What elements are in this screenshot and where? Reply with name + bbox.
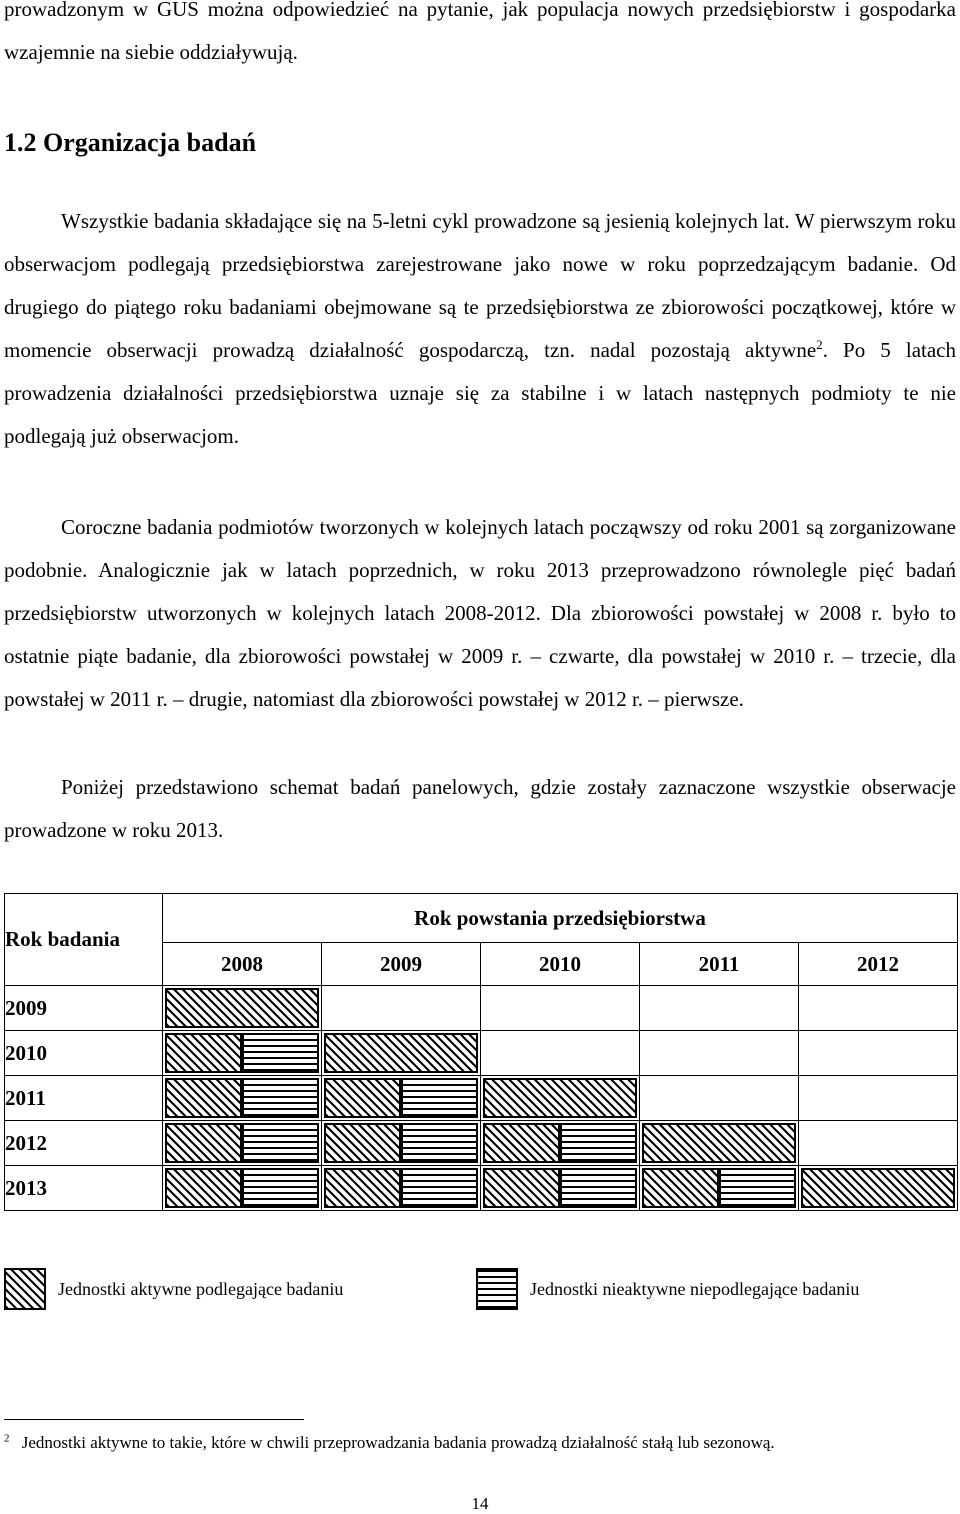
mixed-block: [483, 1123, 637, 1163]
schema-cell: [799, 1166, 958, 1211]
inactive-part: [560, 1168, 637, 1208]
column-year: 2011: [640, 943, 799, 986]
inactive-part: [242, 1168, 319, 1208]
schema-cell: [481, 1166, 640, 1211]
schema-cell: [481, 1031, 640, 1076]
table-row: [5, 1121, 958, 1166]
active-part: [165, 1168, 242, 1208]
schema-cell: [481, 986, 640, 1031]
table-row: [5, 1076, 958, 1121]
active-part: [165, 1123, 242, 1163]
inactive-part: [242, 1078, 319, 1118]
active-part: [324, 1123, 401, 1163]
intro-paragraph: prowadzonym w GUS można odpowiedzieć na pytanie, jak populacja nowych przedsiębiorstw i gospodarka wzajemnie na siebie oddziaływują.: [4, 0, 956, 64]
inactive-part: [560, 1123, 637, 1163]
schema-cell: [163, 1031, 322, 1076]
legend-active: [4, 1268, 343, 1310]
row-year: 2010: [5, 1031, 163, 1076]
inactive-part: [719, 1168, 796, 1208]
mixed-block: [165, 1168, 319, 1208]
footnote-separator: [4, 1419, 304, 1420]
active-part: [324, 1078, 401, 1118]
active-pattern-swatch: [4, 1268, 46, 1310]
row-header: Rok badania: [5, 894, 163, 986]
schema-cell: [481, 1076, 640, 1121]
active-block: [801, 1168, 955, 1208]
schema-cell: [640, 1076, 799, 1121]
schema-cell: [640, 1121, 799, 1166]
mixed-block: [324, 1078, 478, 1118]
inactive-part: [242, 1123, 319, 1163]
active-part: [324, 1168, 401, 1208]
schema-cell: [640, 1166, 799, 1211]
row-year: 2011: [5, 1076, 163, 1121]
schema-cell: [799, 1076, 958, 1121]
active-part: [165, 1078, 242, 1118]
mixed-block: [165, 1078, 319, 1118]
inactive-part: [401, 1123, 478, 1163]
legend-active-label: Jednostki aktywne podlegające badaniu: [58, 1278, 344, 1299]
table-row: [5, 1166, 958, 1211]
schema-cell: [322, 1076, 481, 1121]
mixed-block: [324, 1123, 478, 1163]
row-year: 2012: [5, 1121, 163, 1166]
schema-cell: [163, 1076, 322, 1121]
schema-cell: [163, 1166, 322, 1211]
paragraph-organization: [4, 200, 956, 458]
paragraph-annual-surveys: Coroczne badania podmiotów tworzonych w kolejnych latach począwszy od roku 2001 są zorganizowane podobnie. Analogicznie jak w latach poprzednich, w roku 2013 przeprowadzono równolegle pięć badań przedsiębiorstw utworzonych w kolejnych latach 2008-2012. Dla zbiorowości powstałej w 2008 r. było to ostatnie piąte badanie, dla zbiorowości powstałej w 2009 r. – czwarte, dla powstałej w 2010 r. – trzecie, dla powstałej w 2011 r. – drugie, natomiast dla zbiorowości powstałej w 2012 r. – pierwsze.: [4, 515, 956, 711]
inactive-part: [401, 1168, 478, 1208]
panel-schema-table: [4, 893, 958, 1211]
legend-inactive-label: Jednostki nieaktywne niepodlegające badaniu: [530, 1278, 860, 1299]
column-header: Rok powstania przedsiębiorstwa: [163, 894, 958, 943]
mixed-block: [483, 1168, 637, 1208]
active-block: [324, 1033, 478, 1073]
schema-cell: [163, 986, 322, 1031]
row-year: 2013: [5, 1166, 163, 1211]
inactive-part: [242, 1033, 319, 1073]
column-year: 2012: [799, 943, 958, 986]
legend-inactive: [476, 1268, 859, 1310]
section-heading: 1.2 Organizacja badań: [4, 128, 257, 157]
table-row: [5, 986, 958, 1031]
page-number: 14: [471, 1494, 489, 1513]
active-part: [165, 1033, 242, 1073]
active-block: [642, 1123, 796, 1163]
schema-cell: [799, 1031, 958, 1076]
schema-cell: [322, 1031, 481, 1076]
inactive-pattern-swatch: [476, 1268, 518, 1310]
schema-cell: [322, 1166, 481, 1211]
mixed-block: [642, 1168, 796, 1208]
schema-cell: [481, 1121, 640, 1166]
schema-cell: [322, 986, 481, 1031]
paragraph-schema-intro: Poniżej przedstawiono schemat badań panelowych, gdzie zostały zaznaczone wszystkie obserwacje prowadzone w roku 2013.: [4, 775, 956, 842]
active-block: [165, 988, 319, 1028]
schema-cell: [163, 1121, 322, 1166]
footnote-ref[interactable]: 2: [816, 337, 823, 352]
active-block: [483, 1078, 637, 1118]
active-part: [642, 1168, 719, 1208]
mixed-block: [324, 1168, 478, 1208]
paragraph-organization-part1: Wszystkie badania składające się na 5-letni cykl prowadzone są jesienią kolejnych lat. W pierwszym roku obserwacjom podlegają przedsiębiorstwa zarejestrowane jako nowe w roku poprzedzającym badanie. Od drugiego do piątego roku badaniami obejmowane są te przedsiębiorstwa ze zbiorowości początkowej, które w momencie obserwacji prowadzą działalność gospodarczą, tzn. nadal pozostają aktywne: [4, 209, 956, 362]
inactive-part: [401, 1078, 478, 1118]
schema-cell: [640, 1031, 799, 1076]
footnote-text: Jednostki aktywne to takie, które w chwili przeprowadzania badania prowadzą działalność stałą lub sezonową.: [21, 1433, 775, 1452]
schema-cell: [799, 986, 958, 1031]
schema-cell: [640, 986, 799, 1031]
active-part: [483, 1168, 560, 1208]
active-part: [483, 1123, 560, 1163]
column-year: 2008: [163, 943, 322, 986]
table-row: [5, 1031, 958, 1076]
schema-cell: [322, 1121, 481, 1166]
paragraph-organization-part2: . Po 5 latach prowadzenia działalności przedsiębiorstwa uznaje się za stabilne i w latach następnych podmioty te nie podlegają już obserwacjom.: [4, 338, 956, 448]
schema-cell: [799, 1121, 958, 1166]
column-year: 2009: [322, 943, 481, 986]
footnote-number: 2: [4, 1432, 10, 1445]
footnote: [4, 1433, 775, 1453]
mixed-block: [165, 1033, 319, 1073]
column-year: 2010: [481, 943, 640, 986]
row-year: 2009: [5, 986, 163, 1031]
mixed-block: [165, 1123, 319, 1163]
